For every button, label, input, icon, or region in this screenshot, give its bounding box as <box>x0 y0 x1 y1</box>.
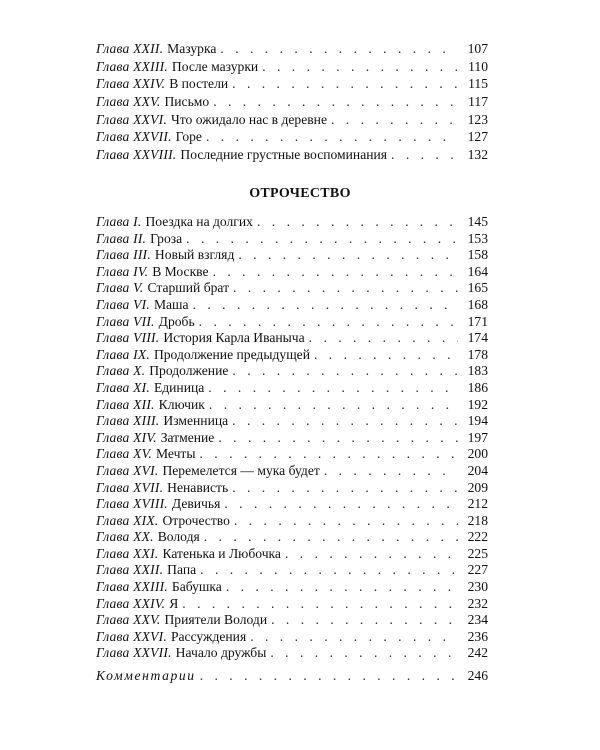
chapter-title: История Карла Иваныча <box>163 330 305 346</box>
dot-leader <box>199 446 458 463</box>
dot-leader <box>193 297 458 314</box>
toc-entry <box>96 562 488 579</box>
chapter-title: Продолжение <box>149 363 229 379</box>
chapter-label: Глава XII. <box>96 396 155 412</box>
page-number: 192 <box>467 396 488 412</box>
chapter-title: Мечты <box>155 446 196 462</box>
chapter-title: Продолжение предыдущей <box>153 346 310 362</box>
chapter-title: Папа <box>167 562 197 578</box>
toc-entry <box>96 314 488 331</box>
dot-leader <box>238 247 458 264</box>
page-number: 127 <box>467 129 488 145</box>
page-number: 230 <box>467 579 488 595</box>
toc-entry <box>96 496 488 513</box>
chapter-label: Глава XXI. <box>96 545 159 561</box>
toc-entry <box>96 231 488 248</box>
toc-list-previous-part <box>96 40 488 164</box>
toc-entry <box>96 264 488 281</box>
toc-entry <box>96 380 488 397</box>
page-number: 165 <box>467 280 488 296</box>
page-number: 153 <box>467 230 488 246</box>
toc-entry <box>96 214 488 231</box>
page-number: 168 <box>467 296 488 312</box>
chapter-title: Поездка на долгих <box>145 214 253 229</box>
toc-list-otrochestvo <box>96 214 488 685</box>
dot-leader <box>226 579 458 596</box>
page-number: 158 <box>467 247 488 263</box>
toc-entry <box>96 612 488 629</box>
chapter-title: Ключик <box>158 396 205 412</box>
toc-entry <box>96 58 488 76</box>
chapter-title: После мазурки <box>171 58 259 74</box>
chapter-title: Мазурка <box>167 41 217 56</box>
chapter-title: Старший брат <box>147 280 230 296</box>
toc-entry <box>96 645 488 662</box>
dot-leader <box>232 480 458 497</box>
page-number: 200 <box>467 446 488 462</box>
chapter-title: Изменница <box>163 413 229 429</box>
dot-leader <box>285 546 458 563</box>
dot-leader <box>234 513 458 530</box>
toc-entry <box>96 347 488 364</box>
chapter-title: Девичья <box>171 496 221 512</box>
chapter-title: Письмо <box>164 94 210 110</box>
chapter-label: Глава IV. <box>96 263 149 279</box>
toc-entry <box>96 146 488 164</box>
chapter-label: Глава XI. <box>96 379 150 395</box>
page-number: 115 <box>468 76 488 92</box>
toc-entry <box>96 546 488 563</box>
chapter-label: Глава XXIV. <box>96 595 166 611</box>
toc-entry <box>96 40 488 58</box>
page-number: 234 <box>467 612 488 628</box>
chapter-label: Глава XVI. <box>96 462 159 478</box>
chapter-label: Глава VII. <box>96 313 155 329</box>
chapter-label: Глава XXII. <box>96 562 164 578</box>
chapter-title: Последние грустные воспоминания <box>180 147 388 163</box>
dot-leader <box>224 496 458 513</box>
toc-entry <box>96 596 488 613</box>
dot-leader <box>206 128 458 146</box>
chapter-label: Глава IX. <box>96 346 150 362</box>
dot-leader <box>391 146 458 164</box>
page-number: 132 <box>467 147 488 163</box>
dot-leader <box>250 629 458 646</box>
dot-leader <box>200 668 458 685</box>
chapter-title: Приятели Володи <box>164 612 268 628</box>
chapter-label: Глава XX. <box>96 529 154 545</box>
page-number: 212 <box>467 496 488 512</box>
page-number: 218 <box>467 512 488 528</box>
chapter-title: Ненависть <box>167 479 229 495</box>
page-number: 174 <box>467 330 488 346</box>
chapter-label: Глава X. <box>96 363 146 379</box>
chapter-title: Затмение <box>160 429 215 445</box>
page-number: 227 <box>467 562 488 578</box>
chapter-title: В постели <box>169 76 229 92</box>
chapter-title: Что ожидало нас в деревне <box>170 111 327 127</box>
chapter-title: Я <box>169 595 179 611</box>
chapter-title: Дробь <box>158 313 195 329</box>
page-number: 246 <box>467 668 488 684</box>
chapter-label: Глава VI. <box>96 296 150 312</box>
chapter-label: Глава VIII. <box>96 330 160 346</box>
dot-leader <box>262 58 458 76</box>
page-number: 242 <box>467 645 488 661</box>
dot-leader <box>232 413 458 430</box>
dot-leader <box>324 463 458 480</box>
toc-entry <box>96 629 488 646</box>
dot-leader <box>309 330 458 347</box>
dot-leader <box>271 612 458 629</box>
page-number: 107 <box>467 41 488 56</box>
chapter-label: Глава II. <box>96 230 147 246</box>
page-number: 183 <box>467 363 488 379</box>
chapter-title: Володя <box>157 529 200 545</box>
page-number: 194 <box>467 413 488 429</box>
chapter-label: Глава XXVII. <box>96 645 172 661</box>
toc-entry <box>96 93 488 111</box>
dot-leader <box>208 380 458 397</box>
chapter-title: Гроза <box>150 230 183 246</box>
chapter-label: Глава XXIII. <box>96 58 168 74</box>
page-number: 232 <box>467 595 488 611</box>
dot-leader <box>331 111 458 129</box>
toc-entry <box>96 111 488 129</box>
chapter-label: Глава XIV. <box>96 429 157 445</box>
dot-leader <box>186 231 458 248</box>
page-number: 110 <box>468 58 488 74</box>
chapter-title: Перемелется — мука будет <box>162 462 320 478</box>
chapter-label: Глава XIX. <box>96 512 159 528</box>
toc-entry <box>96 397 488 414</box>
dot-leader <box>218 430 458 447</box>
chapter-title: Единица <box>153 379 205 395</box>
page-number: 204 <box>467 462 488 478</box>
dot-leader <box>199 314 458 331</box>
page-number: 171 <box>467 313 488 329</box>
dot-leader <box>213 264 458 281</box>
chapter-title: Катенька и Любочка <box>162 545 281 561</box>
chapter-label: Глава XVIII. <box>96 496 168 512</box>
dot-leader <box>257 214 458 231</box>
dot-leader <box>314 347 458 364</box>
chapter-label: Глава XXVIII. <box>96 147 177 163</box>
chapter-label: Глава XV. <box>96 446 152 462</box>
dot-leader <box>270 645 458 662</box>
toc-entry <box>96 75 488 93</box>
chapter-title: В Москве <box>152 263 209 279</box>
toc-entry <box>96 446 488 463</box>
dot-leader <box>204 529 458 546</box>
chapter-label: Глава XXIII. <box>96 579 168 595</box>
page-number: 222 <box>467 529 488 545</box>
chapter-title: Бабушка <box>171 579 222 595</box>
toc-entry <box>96 463 488 480</box>
section-heading: ОТРОЧЕСТВО <box>249 186 351 201</box>
dot-leader <box>182 596 458 613</box>
chapter-label: Глава XXVI. <box>96 111 167 127</box>
page-number: 186 <box>467 379 488 395</box>
page-number: 209 <box>467 479 488 495</box>
dot-leader <box>200 562 458 579</box>
page-number: 197 <box>467 429 488 445</box>
chapter-label: Глава XXIV. <box>96 76 166 92</box>
chapter-label: Глава I. <box>96 214 142 229</box>
toc-entry <box>96 579 488 596</box>
chapter-title: Рассуждения <box>170 628 247 644</box>
chapter-title: Новый взгляд <box>154 247 235 263</box>
dot-leader <box>232 363 458 380</box>
toc-entry <box>96 297 488 314</box>
dot-leader <box>232 75 458 93</box>
chapter-title: Начало дружбы <box>175 645 267 661</box>
comments-label: Комментарии <box>96 668 196 684</box>
chapter-label: Глава III. <box>96 247 151 263</box>
chapter-label: Глава XIII. <box>96 413 160 429</box>
chapter-title: Горе <box>175 129 202 145</box>
toc-entry <box>96 413 488 430</box>
toc-entry <box>96 330 488 347</box>
chapter-label: Глава XVII. <box>96 479 164 495</box>
dot-leader <box>233 280 458 297</box>
page-number: 117 <box>468 94 488 110</box>
dot-leader <box>213 93 458 111</box>
dot-leader <box>209 397 458 414</box>
toc-entry <box>96 247 488 264</box>
chapter-label: Глава XXVI. <box>96 628 167 644</box>
chapter-label: Глава XXII. <box>96 41 164 56</box>
chapter-label: Глава XXV. <box>96 94 161 110</box>
page-number: 225 <box>467 545 488 561</box>
toc-entry <box>96 128 488 146</box>
chapter-title: Маша <box>153 296 189 312</box>
chapter-title: Отрочество <box>162 512 230 528</box>
dot-leader <box>220 40 458 58</box>
toc-entry <box>96 513 488 530</box>
toc-entry <box>96 529 488 546</box>
toc-entry <box>96 280 488 297</box>
chapter-label: Глава V. <box>96 280 144 296</box>
page-number: 178 <box>467 346 488 362</box>
toc-entry-comments <box>96 668 488 685</box>
chapter-label: Глава XXVII. <box>96 129 172 145</box>
page-number: 164 <box>467 263 488 279</box>
toc-entry <box>96 480 488 497</box>
toc-entry <box>96 430 488 447</box>
page-number: 123 <box>467 111 488 127</box>
toc-entry <box>96 363 488 380</box>
chapter-label: Глава XXV. <box>96 612 161 628</box>
page-number: 145 <box>467 214 488 229</box>
page-number: 236 <box>467 628 488 644</box>
